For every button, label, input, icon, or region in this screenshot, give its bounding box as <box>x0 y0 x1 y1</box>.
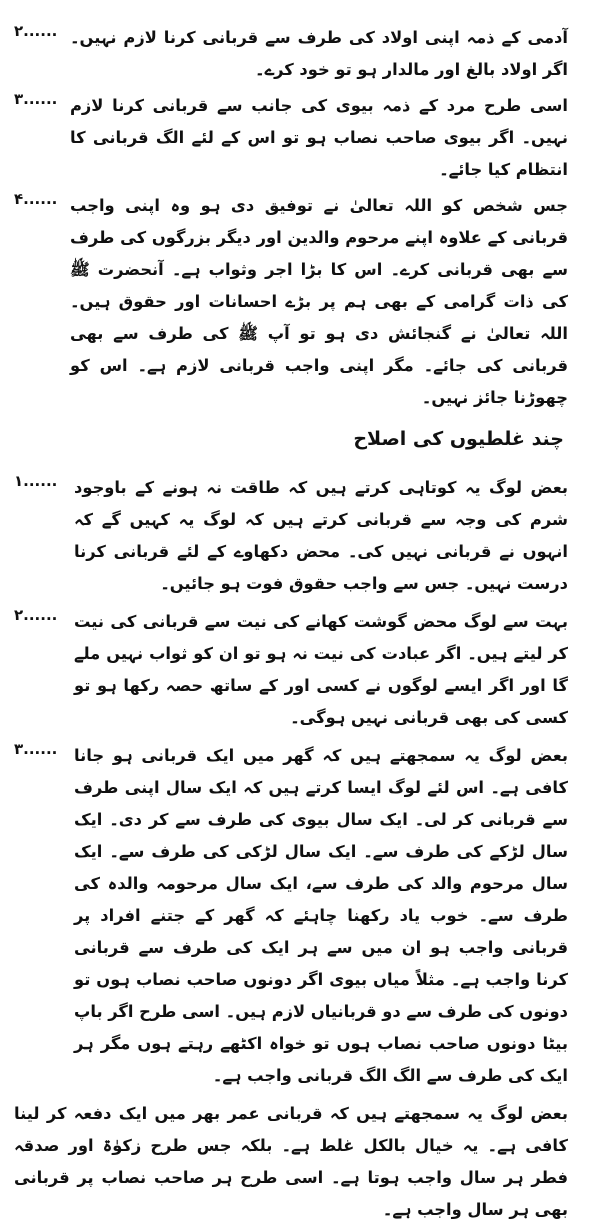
paragraph-text: جس شخص کو اللہ تعالیٰ نے توفیق دی ہو وہ اپنی واجب قربانی کے علاوہ اپنے مرحوم والدین اور دیگر بزرگوں کی طرف سے بھی قربانی کرے۔ اس کا بڑا اجر وثواب ہے۔ آنحضرت ﷺ کی ذات گرامی کے بھی ہم پر بڑے احسانات اور حقوق ہیں۔ اللہ تعالیٰ نے گنجائش دی ہو تو آپ ﷺ کی طرف سے بھی قربانی کی جائے۔ مگر اپنی واجب قربانی لازم ہے۔ اس کو چھوڑنا جائز نہیں۔ <box>70 196 568 407</box>
item-number: ۳...... <box>14 740 58 758</box>
paragraph-text: بعض لوگ یہ کوتاہی کرتے ہیں کہ طاقت نہ ہونے کے باوجود شرم کی وجہ سے قربانی کرتے ہیں کہ لوگ یہ کہیں گے کہ انہوں نے قربانی نہیں کی۔ محض دکھاوے کے لئے قربانی کرنا درست نہیں۔ جس سے واجب حقوق فوت ہو جائیں۔ <box>74 478 568 593</box>
correction-item-2 <box>14 606 568 734</box>
correction-item-3 <box>14 740 568 1092</box>
item-number: ۲...... <box>14 606 58 624</box>
paragraph-text: اسی طرح مرد کے ذمہ بیوی کی جانب سے قربانی کرنا لازم نہیں۔ اگر بیوی صاحب نصاب ہو تو اس کے لئے الگ قربانی کا انتظام کیا جائے۔ <box>70 96 568 179</box>
item-number: ۳...... <box>14 90 58 108</box>
paragraph-text: بعض لوگ یہ سمجھتے ہیں کہ قربانی عمر بھر میں ایک دفعہ کر لینا کافی ہے۔ یہ خیال بالکل غلط ہے۔ بلکہ جس طرح زکوٰۃ اور صدقہ فطر ہر سال واجب ہوتا ہے۔ اسی طرح ہر صاحب نصاب پر قربانی بھی ہر سال واجب ہے۔ <box>14 1104 568 1219</box>
correction-item-1 <box>14 472 568 600</box>
section-heading: چند غلطیوں کی اصلاح <box>353 428 564 450</box>
item-number: ۱...... <box>14 472 58 490</box>
paragraph-item-2 <box>14 22 568 86</box>
paragraph-item-4 <box>14 190 568 414</box>
paragraph-text: بہت سے لوگ محض گوشت کھانے کی نیت سے قربانی کی نیت کر لیتے ہیں۔ اگر عبادت کی نیت نہ ہو تو ان کو ثواب نہیں ملے گا اور اگر ایسے لوگوں نے کسی اور کے ساتھ حصہ رکھا ہو تو کسی کی بھی قربانی نہیں ہوگی۔ <box>74 612 568 727</box>
closing-paragraph <box>14 1098 568 1226</box>
paragraph-text: آدمی کے ذمہ اپنی اولاد کی طرف سے قربانی کرنا لازم نہیں۔ اگر اولاد بالغ اور مالدار ہو تو خود کرے۔ <box>70 28 568 79</box>
item-number: ۴...... <box>14 190 58 208</box>
item-number: ۲...... <box>14 22 58 40</box>
paragraph-text: بعض لوگ یہ سمجھتے ہیں کہ گھر میں ایک قربانی ہو جانا کافی ہے۔ اس لئے لوگ ایسا کرتے ہیں کہ ایک سال اپنی طرف سے قربانی کر لی۔ ایک سال بیوی کی طرف سے کر دی۔ ایک سال لڑکے کی طرف سے۔ ایک سال لڑکی کی طرف سے۔ ایک سال مرحوم والد کی طرف سے، ایک سال مرحومہ والدہ کی طرف سے۔ خوب یاد رکھنا چاہئے کہ گھر کے جتنے افراد پر قربانی واجب ہو ان میں سے ہر ایک کی طرف سے قربانی کرنا واجب ہے۔ مثلاً میاں بیوی اگر دونوں صاحب نصاب ہوں تو دونوں کی طرف سے دو قربانیاں لازم ہیں۔ اسی طرح اگر باپ بیٹا دونوں صاحب نصاب ہوں تو خواہ اکٹھے رہتے ہوں مگر ہر ایک کی طرف سے الگ الگ قربانی واجب ہے۔ <box>73 746 568 1085</box>
paragraph-item-3 <box>14 90 568 186</box>
